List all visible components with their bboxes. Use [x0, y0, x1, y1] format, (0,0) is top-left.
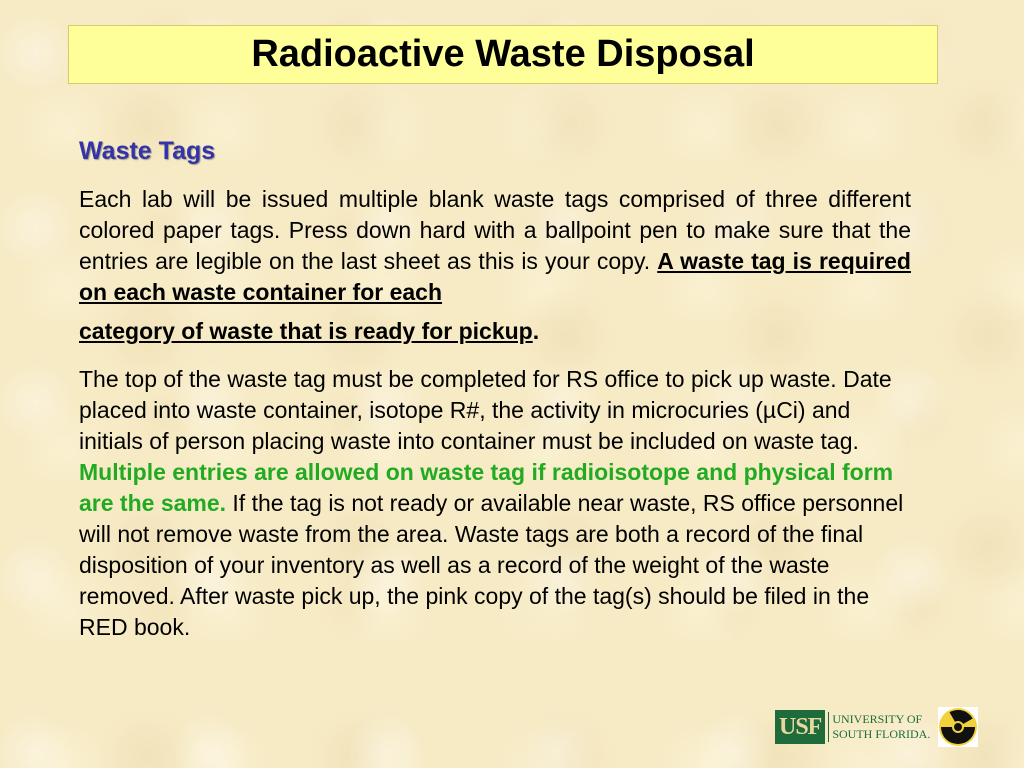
- requirement-text-2: category of waste that is ready for pickup: [79, 318, 533, 344]
- section-heading: Waste Tags: [79, 137, 216, 165]
- paragraph-instructions: [79, 364, 914, 643]
- paragraph2-text-a: The top of the waste tag must be completed for RS office to pick up waste. Date placed into waste container, isotope R#, the activity in microcuries (µCi) and initials of person placing waste into container must be included on waste tag.: [79, 366, 892, 454]
- usf-line1: UNIVERSITY OF: [832, 712, 923, 726]
- radiation-trefoil-icon: [938, 707, 978, 747]
- paragraph2-text-b: If the tag is not ready or available near waste, RS office personnel will not remove waste from the area. Waste tags are both a record of the final disposition of your inventory as well as a record of the weight of the waste removed. After waste pick up, the pink copy of the tag(s) should be filed in the RED book.: [79, 490, 904, 640]
- highlight-text: Multiple entries are allowed on waste tag if radioisotope and physical form are the same.: [79, 459, 894, 516]
- title-bar: [68, 25, 938, 84]
- paragraph1-end: .: [532, 318, 540, 344]
- requirement-text-1: A waste tag is required on each waste container for each: [79, 248, 911, 305]
- usf-wordmark: [828, 712, 930, 742]
- paragraph1-text: Each lab will be issued multiple blank waste tags comprised of three different colored paper tags. Press down hard with a ballpoint pen to make sure that the entries are legible on the last sheet as this is your copy.: [79, 186, 911, 274]
- page-title: Radioactive Waste Disposal: [251, 33, 755, 75]
- paragraph-waste-tags: [79, 184, 911, 347]
- usf-logo: [775, 707, 978, 747]
- usf-line2: SOUTH FLORIDA.: [832, 727, 931, 741]
- usf-mark: USF: [775, 710, 825, 744]
